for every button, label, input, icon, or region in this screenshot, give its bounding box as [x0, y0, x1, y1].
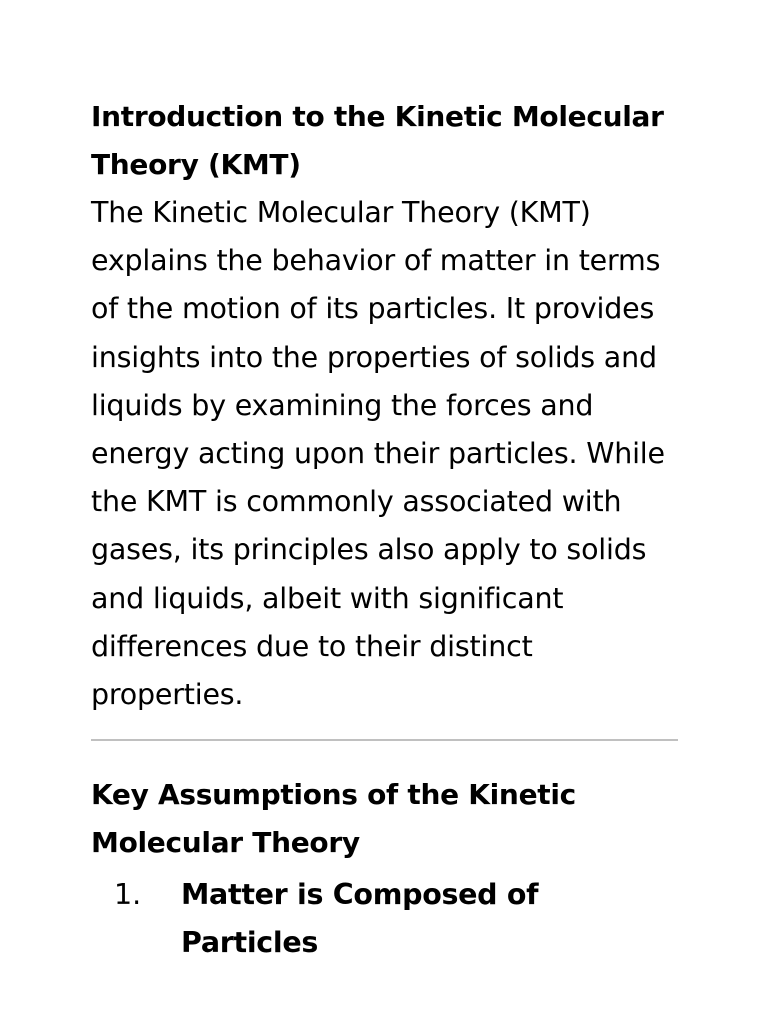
- assumptions-list: [91, 871, 681, 967]
- list-item: [91, 871, 681, 967]
- list-item-number: 1.: [114, 878, 142, 912]
- document-page: [91, 93, 681, 967]
- section-divider: [91, 739, 678, 741]
- intro-paragraph: The Kinetic Molecular Theory (KMT) explains the behavior of matter in terms of the motion of its particles. It provides insights into the properties of solids and liquids by examining the forces and energy acting upon their particles. While the KMT is commonly associated with gases, its principles also apply to solids and liquids, albeit with significant differences due to their distinct properties.: [91, 196, 665, 712]
- intro-heading: Introduction to the Kinetic Molecular Theory (KMT): [91, 100, 664, 181]
- list-item-label: Matter is Composed of Particles: [181, 878, 539, 960]
- section-heading: Key Assumptions of the Kinetic Molecular Theory: [91, 778, 576, 860]
